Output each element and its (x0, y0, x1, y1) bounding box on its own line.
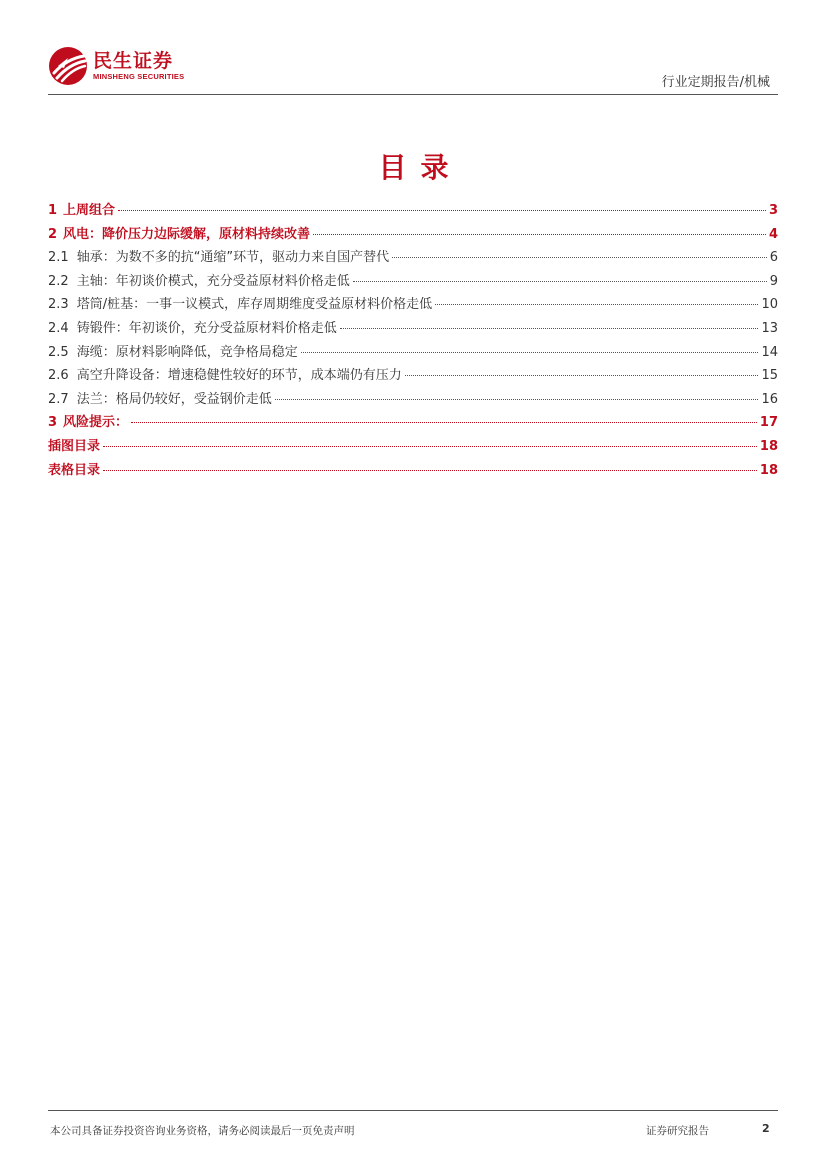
toc-dot-leader (275, 399, 759, 400)
toc-entry-title: 表格目录 (48, 462, 101, 478)
toc-entry-title: 风电：降价压力边际缓解，原材料持续改善 (63, 226, 311, 242)
toc-entry-page: 16 (761, 391, 778, 407)
toc-entry-title: 上周组合 (63, 203, 116, 218)
toc-dot-leader (313, 234, 766, 235)
toc-entry-number: 2.4 (48, 320, 69, 336)
toc-entry-page: 3 (768, 203, 778, 218)
toc-entry-page: 4 (768, 226, 778, 242)
toc-entry[interactable] (48, 246, 778, 270)
brand-name-en: MINSHENG SECURITIES (93, 72, 185, 81)
toc-entry-page: 15 (761, 368, 778, 384)
toc-dot-leader (392, 257, 767, 258)
toc-entry-number: 2.6 (48, 368, 69, 384)
toc-entry-page: 6 (769, 250, 778, 266)
toc-dot-leader (118, 210, 766, 211)
brand-name-cn: 民生证券 (93, 50, 174, 72)
toc-dot-leader (435, 304, 758, 305)
toc-entry[interactable] (48, 459, 778, 483)
footer-doc-type: 证券研究报告 (646, 1125, 709, 1137)
toc-entry-title: 铸锻件：年初谈价，充分受益原材料价格走低 (76, 320, 337, 336)
toc-dot-leader (301, 352, 759, 353)
toc-entry-number: 2.5 (48, 344, 69, 360)
toc-entry[interactable] (48, 293, 778, 317)
toc-entry[interactable] (48, 199, 778, 223)
toc-entry-number: 2 (48, 226, 58, 242)
toc-entry[interactable] (48, 411, 778, 435)
toc-entry-title: 塔筒/桩基：一事一议模式，库存周期维度受益原材料价格走低 (76, 297, 433, 313)
toc-entry-page: 18 (759, 462, 778, 478)
toc-entry-title: 轴承：为数不多的抗“通缩”环节，驱动力来自国产替代 (76, 250, 390, 266)
toc-entry[interactable] (48, 223, 778, 247)
table-of-contents (48, 199, 778, 482)
toc-entry-title: 海缆：原材料影响降低，竞争格局稳定 (76, 344, 298, 360)
toc-entry-page: 18 (759, 438, 778, 454)
minsheng-logo-icon (48, 46, 88, 86)
toc-entry[interactable] (48, 388, 778, 412)
toc-entry-number: 2.3 (48, 297, 69, 313)
toc-dot-leader (131, 422, 757, 423)
toc-entry-number: 3 (48, 415, 58, 431)
page-number: 2 (762, 1122, 770, 1135)
toc-dot-leader (353, 281, 767, 282)
toc-entry[interactable] (48, 270, 778, 294)
toc-entry-page: 10 (761, 297, 778, 313)
toc-entry-page: 13 (761, 320, 778, 336)
toc-entry-number: 2.2 (48, 273, 69, 289)
footer-divider (48, 1110, 778, 1111)
report-type: 行业定期报告/机械 (661, 75, 770, 90)
toc-entry-number: 2.1 (48, 250, 69, 266)
toc-entry-title: 高空升降设备：增速稳健性较好的环节，成本端仍有压力 (76, 368, 402, 384)
toc-entry-title: 主轴：年初谈价模式，充分受益原材料价格走低 (76, 273, 350, 289)
toc-entry[interactable] (48, 317, 778, 341)
toc-entry-page: 9 (769, 273, 778, 289)
toc-entry-number: 2.7 (48, 391, 69, 407)
toc-entry-title: 风险提示： (63, 415, 129, 431)
toc-dot-leader (340, 328, 759, 329)
toc-dot-leader (103, 446, 757, 447)
page-header (48, 46, 778, 96)
footer-disclaimer: 本公司具备证券投资咨询业务资格，请务必阅读最后一页免责声明 (50, 1125, 355, 1137)
toc-dot-leader (405, 375, 759, 376)
toc-entry-page: 14 (761, 344, 778, 360)
brand-logo (48, 46, 184, 86)
toc-entry-title: 法兰：格局仍较好，受益钢价走低 (76, 391, 272, 407)
toc-entry[interactable] (48, 341, 778, 365)
toc-entry[interactable] (48, 435, 778, 459)
toc-entry-number: 1 (48, 203, 58, 218)
toc-entry[interactable] (48, 364, 778, 388)
header-divider (48, 94, 778, 95)
toc-entry-title: 插图目录 (48, 438, 101, 454)
toc-entry-page: 17 (759, 415, 778, 431)
toc-dot-leader (103, 470, 757, 471)
toc-title: 目录 (378, 151, 463, 184)
